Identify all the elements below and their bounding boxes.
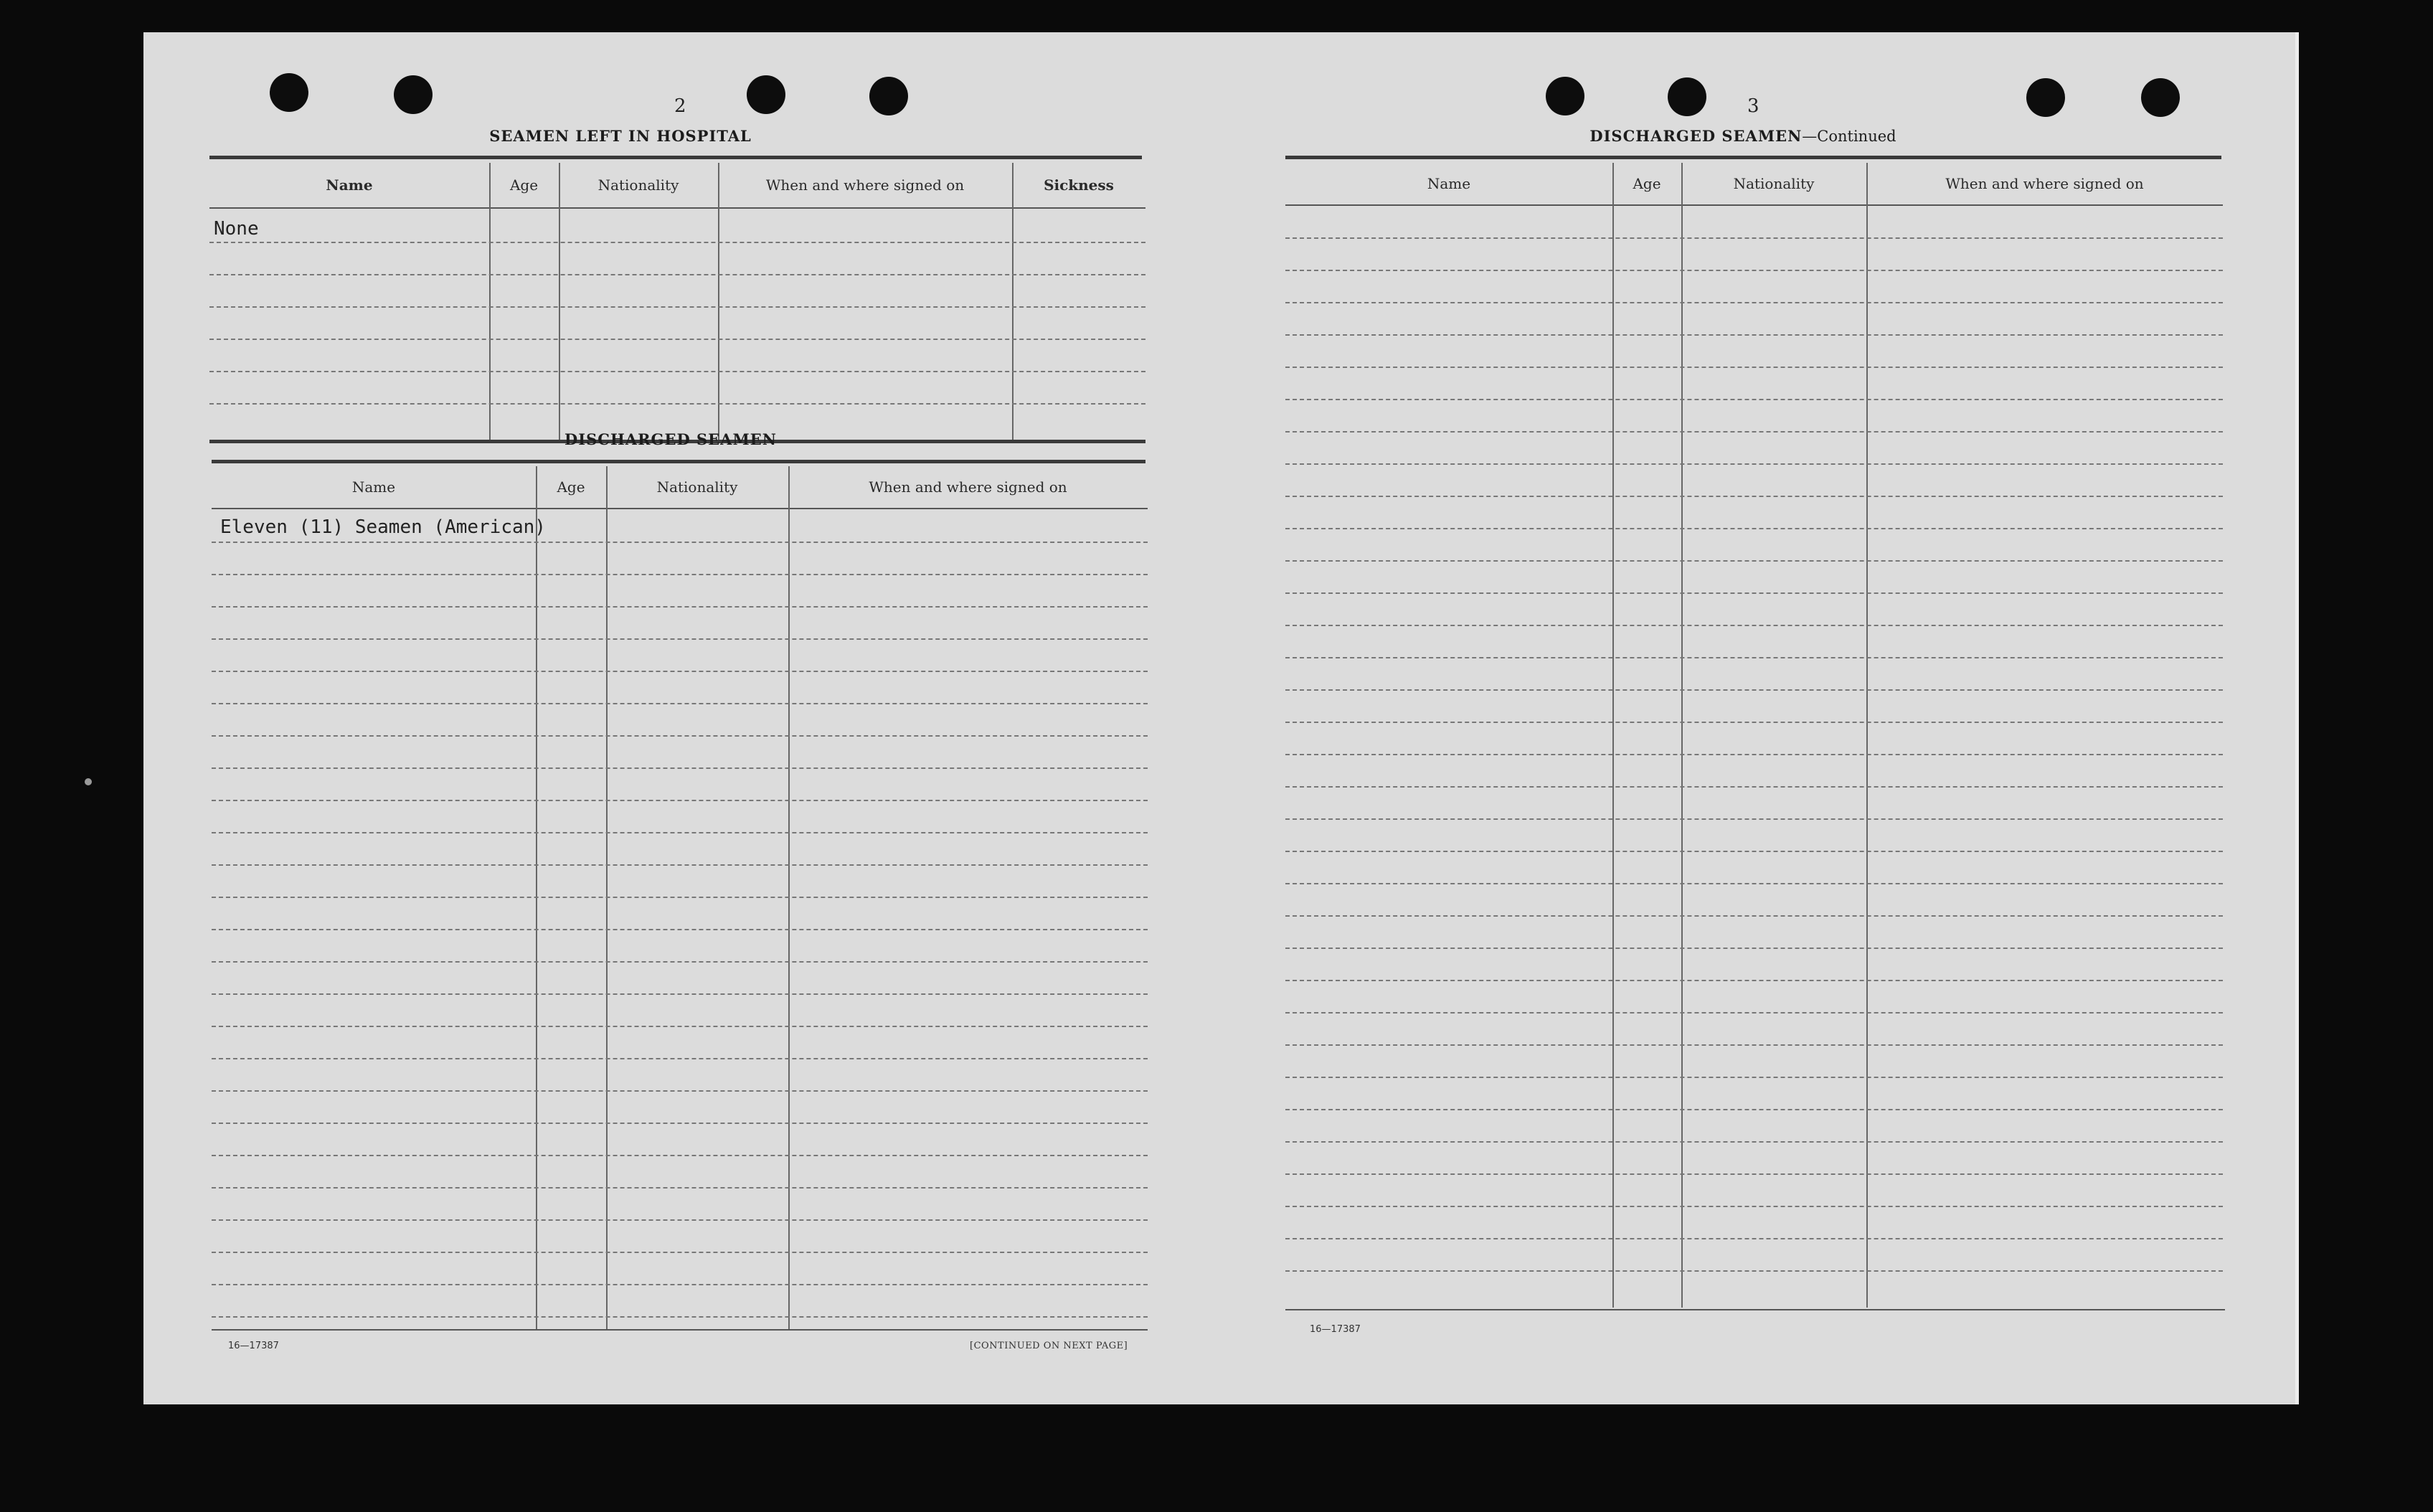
entry-line	[212, 1252, 1148, 1253]
entry-line	[1285, 754, 2223, 755]
column-divider	[606, 466, 608, 1331]
hospital-table	[209, 163, 1145, 441]
entry-line	[1285, 625, 2223, 626]
column-divider	[1012, 163, 1014, 441]
entry-line	[1285, 915, 2223, 917]
punch-hole	[2141, 78, 2180, 117]
entry-line	[209, 371, 1145, 372]
continued-top-rule	[1285, 156, 2221, 159]
punch-hole	[270, 73, 308, 112]
discharged-section-title: DISCHARGED SEAMEN	[564, 430, 777, 448]
discharged-col-name: Name	[351, 478, 396, 496]
entry-line	[1285, 786, 2223, 788]
entry-line	[212, 897, 1148, 898]
continued-bottom-rule	[1285, 1309, 2225, 1310]
entry-line	[212, 1219, 1148, 1221]
entry-line	[212, 767, 1148, 769]
entry-line	[212, 993, 1148, 995]
entry-line	[1285, 1141, 2223, 1143]
entry-line	[1285, 1077, 2223, 1078]
continued-col-name: Name	[1427, 175, 1471, 192]
hospital-col-name: Name	[326, 176, 373, 194]
entry-line	[1285, 1012, 2223, 1013]
entry-line	[212, 800, 1148, 801]
form-number-right: 16—17387	[1310, 1324, 1361, 1335]
entry-line	[1285, 334, 2223, 336]
entry-line	[212, 735, 1148, 737]
discharged-bottom-rule	[212, 1329, 1148, 1331]
entry-line	[1285, 560, 2223, 562]
entry-line	[212, 671, 1148, 672]
entry-line	[1285, 1270, 2223, 1272]
discharged-col-age: Age	[557, 478, 585, 496]
discharged-table	[212, 466, 1148, 1331]
hospital-top-rule	[209, 156, 1142, 159]
discharged-col-signed-on: When and where signed on	[869, 478, 1067, 496]
entry-line	[1285, 883, 2223, 884]
page-number-right	[1747, 95, 1759, 117]
entry-line	[1285, 237, 2223, 239]
entry-line	[1285, 399, 2223, 400]
entry-line	[212, 1284, 1148, 1285]
continued-table	[1285, 163, 2223, 1308]
entry-line	[212, 1123, 1148, 1124]
entry-line	[212, 542, 1148, 543]
discharged-top-rule	[212, 460, 1145, 463]
hospital-col-signed-on: When and where signed on	[765, 176, 965, 194]
entry-line	[209, 242, 1145, 243]
entry-line	[212, 638, 1148, 640]
entry-line	[212, 1026, 1148, 1027]
discharged-header-row	[212, 466, 1148, 509]
punch-hole	[2026, 78, 2065, 117]
entry-line	[1285, 496, 2223, 497]
punch-hole	[747, 75, 785, 114]
entry-line	[1285, 1238, 2223, 1239]
entry-line	[212, 703, 1148, 704]
hospital-section-title: SEAMEN LEFT IN HOSPITAL	[489, 127, 752, 145]
column-divider	[559, 163, 560, 441]
column-divider	[489, 163, 491, 441]
entry-line	[209, 274, 1145, 275]
entry-line	[212, 606, 1148, 608]
continued-col-age: Age	[1633, 175, 1661, 192]
continued-note: [CONTINUED ON NEXT PAGE]	[970, 1341, 1128, 1351]
hospital-col-nationality: Nationality	[597, 176, 679, 194]
column-divider	[788, 466, 790, 1331]
hospital-col-sickness: Sickness	[1044, 176, 1114, 194]
continued-col-signed-on: When and where signed on	[1945, 175, 2144, 192]
dust-speck	[85, 778, 92, 785]
entry-line	[209, 306, 1145, 308]
entry-line	[1285, 722, 2223, 723]
punch-hole	[869, 77, 908, 115]
entry-line	[1285, 851, 2223, 852]
entry-line	[1285, 463, 2223, 465]
entry-line	[212, 1155, 1148, 1156]
entry-line	[1285, 1044, 2223, 1046]
entry-line	[1285, 367, 2223, 368]
entry-line	[212, 929, 1148, 930]
continued-title-main: DISCHARGED SEAMEN	[1589, 127, 1803, 145]
entry-line	[1285, 270, 2223, 271]
column-divider	[718, 163, 719, 441]
entry-line	[1285, 948, 2223, 949]
punch-hole	[394, 75, 433, 114]
entry-line	[212, 864, 1148, 866]
continued-title-suffix: —Continued	[1802, 128, 1896, 145]
entry-line	[1285, 689, 2223, 691]
entry-line	[212, 1187, 1148, 1189]
entry-line	[212, 1090, 1148, 1092]
punch-hole	[1668, 77, 1706, 116]
entry-line	[1285, 980, 2223, 981]
entry-line	[212, 961, 1148, 963]
entry-line	[1285, 302, 2223, 303]
entry-line	[212, 832, 1148, 833]
entry-line	[209, 339, 1145, 340]
entry-line	[209, 403, 1145, 405]
hospital-col-age: Age	[509, 176, 539, 194]
discharged-col-nationality: Nationality	[656, 478, 738, 496]
entry-line	[1285, 528, 2223, 529]
entry-line	[1285, 1206, 2223, 1207]
entry-line	[1285, 1173, 2223, 1175]
entry-line	[212, 574, 1148, 575]
continued-col-nationality: Nationality	[1733, 175, 1815, 192]
page-number-left: 2	[674, 95, 686, 117]
entry-line	[1285, 818, 2223, 820]
continued-section-title	[1564, 127, 1922, 145]
entry-line	[212, 1316, 1148, 1318]
form-sheet	[143, 32, 2299, 1404]
continued-header-row	[1285, 163, 2223, 206]
entry-line	[1285, 657, 2223, 658]
discharged-entry-text: Eleven (11) Seamen (American)	[220, 516, 546, 538]
hospital-entry-text: None	[214, 218, 259, 240]
punch-hole	[1546, 77, 1584, 115]
entry-line	[1285, 592, 2223, 594]
column-divider	[536, 466, 537, 1331]
hospital-header-row	[209, 163, 1145, 209]
entry-line	[1285, 1109, 2223, 1110]
entry-line	[1285, 431, 2223, 433]
page-number-right-text: 3	[1747, 95, 1759, 117]
form-number-left: 16—17387	[228, 1341, 279, 1351]
entry-line	[212, 1058, 1148, 1059]
